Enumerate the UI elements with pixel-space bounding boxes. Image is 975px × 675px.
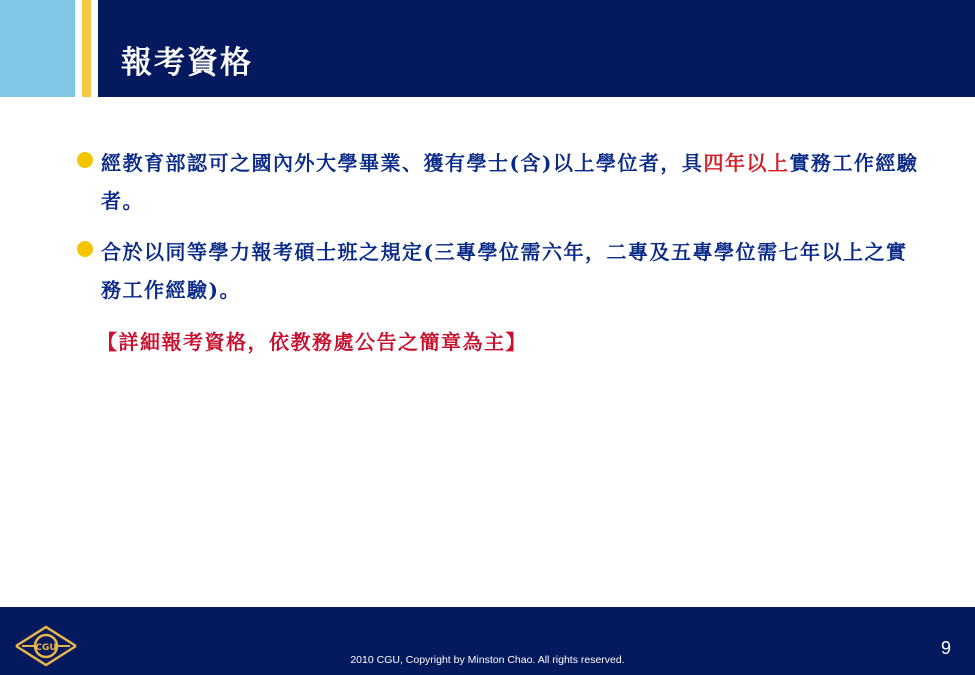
bullet-emphasis: 四年以上 [703, 151, 790, 175]
logo-text: CGU [35, 643, 57, 653]
bullet-list [76, 144, 921, 322]
header-accent-gold [82, 0, 91, 97]
header-accent-light-blue [0, 0, 75, 97]
bullet-dot-icon [77, 241, 93, 257]
header-accent-divider [75, 0, 82, 97]
page-number: 9 [941, 638, 952, 658]
bullet-text-part: 實務工作經驗者。 [101, 151, 919, 213]
bullet-text-part: 經教育部認可之國內外大學畢業、獲有學士(含)以上學位者，具 [101, 151, 704, 175]
bullet-item-equivalent [76, 233, 921, 309]
bullet-text: 合於以同等學力報考碩士班之規定(三專學位需六年，二專及五專學位需七年以上之實務工作經驗)。 [101, 240, 908, 302]
slide-title: 報考資格 [121, 45, 253, 81]
bullet-dot-icon [77, 152, 93, 168]
bullet-item-degree [76, 144, 921, 220]
detail-note: 【詳細報考資格，依教務處公告之簡章為主】 [97, 330, 527, 354]
copyright-text: 2010 CGU, Copyright by Minston Chao. All rights reserved. [350, 654, 625, 666]
